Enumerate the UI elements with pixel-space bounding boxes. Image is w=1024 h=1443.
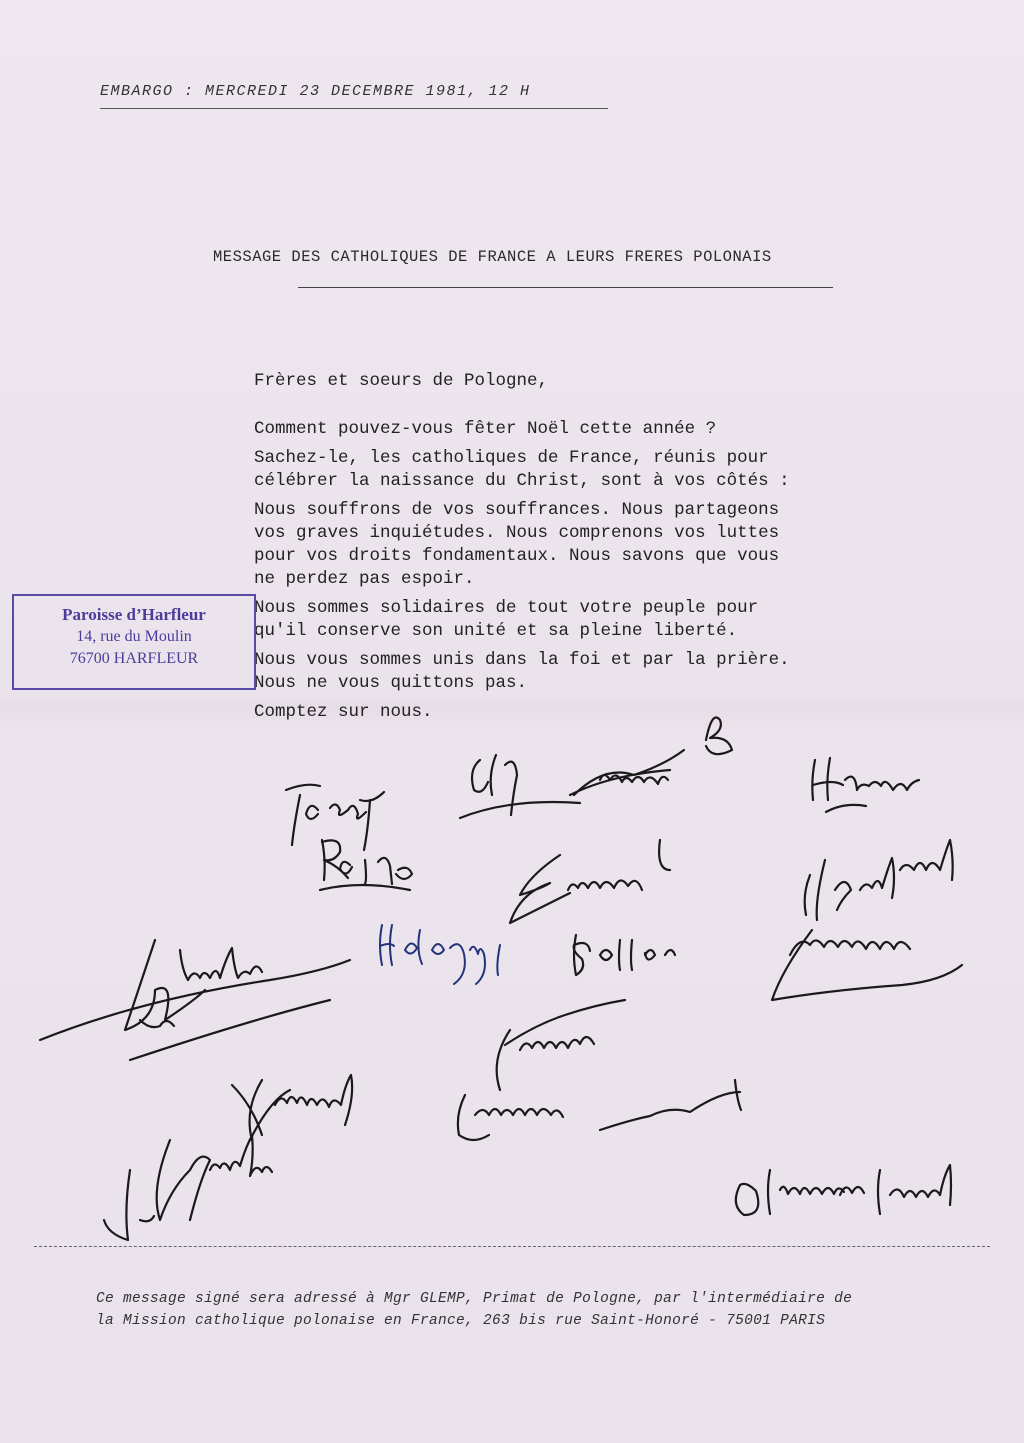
signature-ledegay [380, 925, 500, 984]
signatures-area [0, 700, 1024, 1260]
message-body [254, 370, 914, 724]
title-underline [298, 287, 833, 288]
signature-boller [574, 935, 675, 975]
signature-lemoine [772, 930, 962, 1000]
stamp-parish-name: Paroisse d’Harfleur [62, 605, 206, 624]
footer-line-2: la Mission catholique polonaise en France, 263 bis rue Saint-Honoré - 75001 PARIS [96, 1313, 826, 1329]
footer-line-1: Ce message signé sera adressé à Mgr GLEMP, Primat de Pologne, par l'intermédiaire de [96, 1291, 853, 1307]
paragraph-1: Comment pouvez-vous fêter Noël cette année ? [254, 419, 717, 439]
paragraph-3-line-3: pour vos droits fondamentaux. Nous savons que vous [254, 546, 780, 566]
document-title: MESSAGE DES CATHOLIQUES DE FRANCE A LEURS FRERES POLONAIS [213, 248, 772, 266]
stamp-street: 14, rue du Moulin [76, 628, 192, 645]
signature-initials [460, 755, 670, 818]
salutation: Frères et soeurs de Pologne, [254, 371, 549, 391]
paragraph-5-line-2: Nous ne vous quittons pas. [254, 673, 528, 693]
signature-hefleurs [812, 758, 919, 812]
paragraph-2-line-2: célébrer la naissance du Christ, sont à vos côtés : [254, 471, 790, 491]
paragraph-2-line-1: Sachez-le, les catholiques de France, réunis pour [254, 448, 769, 468]
paragraph-5-line-1: Nous vous sommes unis dans la foi et par la prière. [254, 650, 790, 670]
signature-legrand [510, 840, 670, 923]
embargo-line: EMBARGO : MERCREDI 23 DECEMBRE 1981, 12 H [100, 83, 531, 100]
parish-stamp [12, 594, 256, 690]
footer-divider [34, 1246, 990, 1247]
signature-legleut [805, 840, 953, 920]
signature-leveillard [40, 940, 350, 1060]
signature-lemmel [232, 1075, 352, 1140]
signature-lefevre [104, 1136, 272, 1240]
footer-note [96, 1288, 976, 1332]
embargo-underline [100, 108, 608, 109]
paragraph-3-line-2: vos graves inquiétudes. Nous comprenons vos luttes [254, 523, 780, 543]
paragraph-3-line-1: Nous souffrons de vos souffrances. Nous partageons [254, 500, 780, 520]
paragraph-3-line-4: ne perdez pas espoir. [254, 569, 475, 589]
paragraph-4-line-2: qu'il conserve son unité et sa pleine liberté. [254, 621, 738, 641]
signature-rione [320, 840, 412, 890]
stamp-city: 76700 HARFLEUR [69, 650, 199, 667]
paragraph-6: Comptez sur nous. [254, 702, 433, 722]
signature-moutaie [497, 1000, 625, 1090]
signature-olivier-louvel [736, 1165, 951, 1215]
paragraph-4-line-1: Nous sommes solidaires de tout votre peuple pour [254, 598, 759, 618]
